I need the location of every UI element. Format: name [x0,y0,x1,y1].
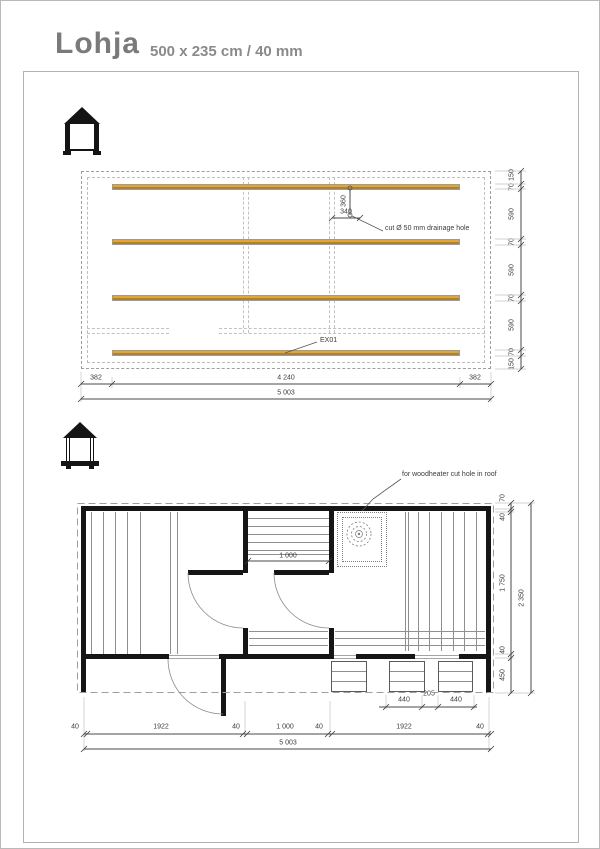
bench-line [248,534,329,535]
hidden-wall-line [87,328,169,329]
icon-wall-line [90,438,91,461]
dim-label: 1922 [396,723,412,731]
wall-left [81,506,86,693]
foundation-beam [112,239,460,245]
plank-line [140,512,141,654]
foundation-beam [112,350,460,356]
wall-bottom [219,654,334,659]
dim-label-total: 5 003 [279,739,297,747]
page-subtitle: 500 x 235 cm / 40 mm [150,43,303,60]
icon-wall-line [69,438,70,461]
drainage-note: cut Ø 50 mm drainage hole [385,225,470,232]
dim-label: 150 [508,358,516,370]
plank-line [177,512,178,654]
icon-foot [93,151,101,155]
step-line [439,681,472,682]
bench-line [249,645,328,646]
woodheater-note: for woodheater cut hole in roof [402,471,497,478]
dim-label-total: 5 003 [277,389,295,397]
dim-label: 590 [508,264,516,276]
door-leaf [274,570,329,575]
hidden-wall-line [248,177,249,333]
dim-label: 1 000 [279,552,297,560]
bench-line [248,542,329,543]
dim-label: 205 [423,690,435,698]
dim-label: 70 [508,238,516,246]
dim-label: 382 [469,374,481,382]
wall-bottom [81,654,169,659]
dim-label: 590 [508,208,516,220]
dim-label: 40 [232,723,240,731]
bench-line [248,518,329,519]
hidden-wall-line [243,177,244,333]
bench-line [249,638,328,639]
foundation-beam [112,184,460,190]
dim-label: 150 [508,169,516,181]
dim-label-total: 2 350 [518,589,526,607]
bench-line [335,645,485,646]
dim-label: 40 [499,513,507,521]
step-line [332,671,366,672]
dim-label: 70 [499,494,507,502]
roof-icon [63,422,97,438]
door-leaf [188,570,243,575]
wall-right [486,506,491,693]
house-section-icon [63,422,97,469]
wall-partition [329,506,334,573]
step-box [331,661,367,692]
opening-line [334,658,356,659]
roof-icon [64,107,100,124]
opening-line [334,655,356,656]
dim-label: 590 [508,319,516,331]
step-box [438,661,473,692]
icon-wall-line [66,438,67,461]
icon-foot [89,466,94,469]
step-line [390,671,424,672]
dim-label: 340 [340,208,352,216]
dim-label: 1922 [153,723,169,731]
hidden-wall-line [334,177,335,333]
opening-line [169,655,219,656]
wall-bottom [459,654,491,659]
dim-label: 70 [508,348,516,356]
opening-line [169,658,219,659]
bench-line [248,526,329,527]
dim-label: 40 [315,723,323,731]
woodheater-outline-inner [342,517,382,562]
step-line [439,671,472,672]
door-leaf [221,659,226,716]
plank-line [127,512,128,654]
hidden-wall-line [329,177,330,333]
dim-label: 70 [508,294,516,302]
opening-line [415,658,459,659]
dim-label: 440 [450,696,462,704]
dim-label: 70 [508,183,516,191]
plank-line [170,512,171,654]
dim-label: 1 750 [499,574,507,592]
house-body-icon [65,124,99,151]
foundation-beam [112,295,460,301]
step-line [332,681,366,682]
page-title: Lohja [55,27,140,60]
icon-wall-line [93,438,94,461]
wall-partition [243,506,248,573]
plank-line [115,512,116,654]
hidden-wall-line [219,333,485,334]
icon-foot [66,466,71,469]
dim-label: 40 [476,723,484,731]
house-gable-icon [64,107,100,157]
hidden-wall-line [87,333,169,334]
dim-label: 4 240 [277,374,295,382]
bench-line [335,631,485,632]
wall-top [81,506,491,511]
plank-line [91,512,92,654]
beam-label: EX01 [320,337,338,344]
bench-line [248,550,329,551]
dim-label: 382 [90,374,102,382]
dim-label: 1 000 [276,723,294,731]
wall-bottom [356,654,415,659]
bench-line [249,631,328,632]
dim-label: 40 [71,723,79,731]
dim-label: 360 [340,195,348,207]
bench-line [335,638,485,639]
plank-line [103,512,104,654]
dim-label: 450 [499,669,507,681]
foundation-outline-inner [87,177,485,363]
step-box [389,661,425,692]
hidden-wall-line [219,328,485,329]
icon-foot [63,151,71,155]
dim-label: 40 [499,646,507,654]
step-line [390,681,424,682]
opening-line [415,655,459,656]
dim-label: 440 [398,696,410,704]
